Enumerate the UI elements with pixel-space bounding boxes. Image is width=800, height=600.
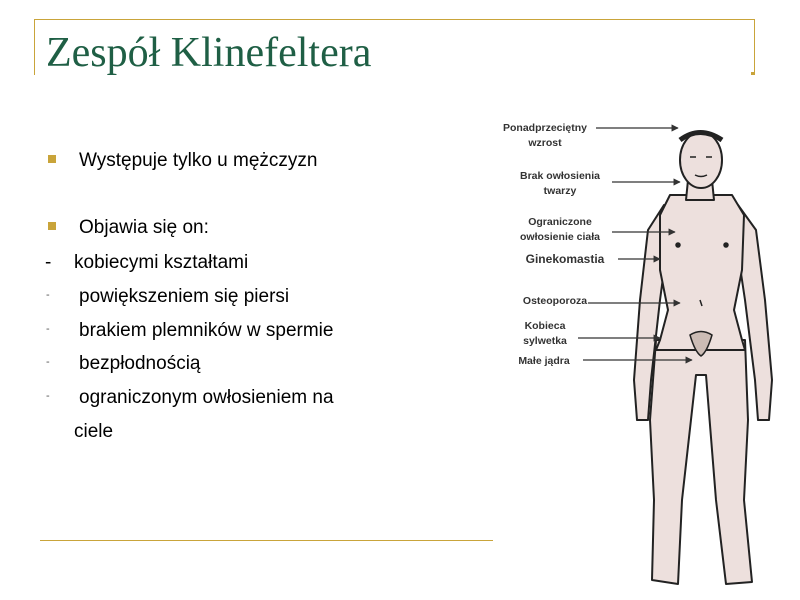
label-kobieca: Kobieca: [524, 320, 566, 332]
label-brak-owlosienia: Brak owłosienia: [520, 170, 600, 182]
dash-marker: -: [46, 323, 50, 335]
bullet-text-2: Objawia się on:: [79, 217, 209, 238]
list-item-5-continued: ciele: [74, 421, 114, 442]
bottom-divider: [40, 540, 493, 541]
list-item-5: ograniczonym owłosieniem na: [79, 387, 334, 408]
dash-marker: -: [46, 390, 50, 402]
bullet-square-icon: [48, 155, 56, 163]
body-illustration: [634, 132, 772, 584]
klinefelter-figure: [490, 105, 800, 600]
slide-title: Zespół Klinefeltera: [46, 30, 372, 76]
bullet-square-icon: [48, 222, 56, 230]
label-ginekomastia: Ginekomastia: [525, 252, 605, 266]
label-owlosienie-ciala: owłosienie ciała: [520, 231, 600, 243]
figure-labels: [503, 122, 605, 367]
bullet-text-1: Występuje tylko u mężczyzn: [79, 150, 318, 171]
dash-marker: -: [45, 252, 52, 273]
label-ograniczone: Ograniczone: [528, 216, 592, 228]
label-twarzy: twarzy: [543, 185, 577, 197]
list-item-3: brakiem plemników w spermie: [79, 320, 334, 341]
label-male-jadra: Małe jądra: [518, 355, 570, 367]
label-wzrost: wzrost: [528, 137, 562, 149]
label-ponadprzecietny: Ponadprzeciętny: [502, 122, 588, 134]
label-osteoporoza: Osteoporoza: [522, 295, 588, 307]
list-item-2: powiększeniem się piersi: [79, 286, 290, 307]
dash-marker: -: [46, 356, 50, 368]
list-item-1: kobiecymi kształtami: [74, 252, 249, 273]
dash-marker: -: [46, 289, 50, 301]
label-sylwetka: sylwetka: [523, 335, 567, 347]
list-item-4: bezpłodnością: [79, 353, 201, 374]
